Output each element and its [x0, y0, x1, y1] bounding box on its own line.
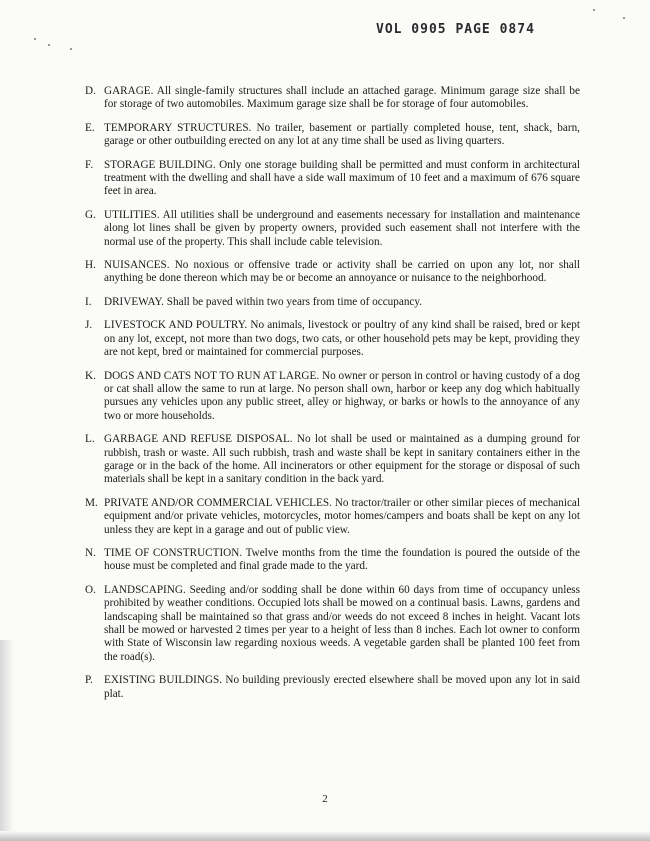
section-title: GARBAGE AND REFUSE DISPOSAL. [104, 433, 293, 446]
section-title: EXISTING BUILDINGS. [104, 674, 223, 687]
section-title: LIVESTOCK AND POULTRY. [104, 319, 248, 332]
section-i-driveway [85, 296, 580, 309]
section-body: No trailer, basement or partially completed house, tent, shack, barn, garage or other outbuilding erected on any lot at any time shall be used as living quarters. [104, 121, 580, 148]
section-body: No owner or person in control or having custody of a dog or cat shall allow the same to run at large. No person shall own, harbor or keep any dog which habitually pursues any vehicles upon any public street, alley or highway, or barks or howls to the annoyance of any two or more households. [104, 369, 580, 422]
section-h-nuisances [85, 259, 580, 286]
section-body: Twelve months from the time the foundation is poured the outside of the house must be completed and final grade made to the yard. [104, 546, 580, 573]
section-g-utilities [85, 209, 580, 249]
section-letter: K. [85, 369, 96, 382]
section-letter: F. [85, 158, 94, 171]
page-number: 2 [322, 793, 328, 805]
section-o-landscaping [85, 584, 580, 664]
section-f-storage-building [85, 159, 580, 199]
section-body: Shall be paved within two years from time of occupancy. [163, 295, 423, 308]
scan-speck [70, 48, 72, 50]
section-e-temporary-structures [85, 122, 580, 149]
section-body: No lot shall be used or maintained as a dumping ground for rubbish, trash or waste. All such rubbish, trash and waste shall be kept in sanitary containers either in the garage or in the back of the home. All incinerators or other equipment for the storage or disposal of such materials shall be kept in a sanitary condition in the back yard. [104, 433, 580, 486]
section-letter: M. [85, 496, 98, 509]
section-title: DRIVEWAY. [104, 295, 164, 308]
section-body: No noxious or offensive trade or activity shall be carried on upon any lot, nor shall anything be done thereon which may be or become an annoyance or nuisance to the neighborhood. [104, 259, 580, 285]
section-body: All utilities shall be underground and easements necessary for installation and maintenance along lot lines shall be given by property owners, provided such easement shall not interfere with the normal use of the property. This shall include cable television. [104, 208, 580, 248]
section-title: NUISANCES. [104, 259, 170, 272]
section-body: All single-family structures shall include an attached garage. Minimum garage size shall be for storage of two automobiles. Maximum garage size shall be for storage of four automobiles. [104, 85, 580, 111]
section-title: TIME OF CONSTRUCTION. [104, 546, 243, 559]
section-title: PRIVATE AND/OR COMMERCIAL VEHICLES. [104, 496, 332, 509]
section-letter: D. [85, 85, 96, 97]
section-j-livestock-and-poultry [85, 319, 580, 359]
section-title: LANDSCAPING. [104, 583, 186, 596]
section-title: GARAGE. [104, 85, 154, 97]
section-title: DOGS AND CATS NOT TO RUN AT LARGE. [104, 369, 320, 382]
stamp-volume: VOL 0905 [376, 22, 447, 37]
section-body: Seeding and/or sodding shall be done within 60 days from time of occupancy unless prohibited by weather conditions. Occupied lots shall be mowed on a continual basis. Lawns, gardens and landscaping shall be maintained so that grass and/or weeds do not exceed 8 inches in height. Vacant lots shall be mowed or harvested 2 times per year to a height of less than 8 inches. Each lot owner to conform with State of Wisconsin law regarding noxious weeds. A vegetable garden shall be planted 100 feet from the road(s). [104, 583, 580, 663]
section-title: UTILITIES. [104, 208, 160, 221]
scan-bottom-shadow [0, 831, 650, 841]
section-m-vehicles [85, 497, 580, 537]
section-letter: H. [85, 259, 96, 272]
section-n-time-of-construction [85, 547, 580, 574]
section-body: No building previously erected elsewhere shall be moved upon any lot in said plat. [104, 674, 580, 700]
section-letter: O. [85, 583, 96, 596]
section-body: No animals, livestock or poultry of any kind shall be raised, bred or kept on any lot, except, not more than two dogs, two cats, or other household pets may be kept, providing they are not kept, bred or maintained for commercial purposes. [104, 319, 580, 359]
section-body: Only one storage building shall be permitted and must conform in architectural treatment with the dwelling and shall have a side wall maximum of 10 feet and a maximum of 676 square feet in area. [104, 158, 580, 198]
section-letter: I. [85, 295, 92, 308]
volume-page-stamp [376, 22, 535, 37]
section-d-garage [85, 85, 580, 112]
section-title: STORAGE BUILDING. [104, 158, 216, 171]
covenant-sections [85, 85, 580, 711]
section-letter: E. [85, 121, 95, 134]
scan-edge-shadow [0, 640, 14, 841]
section-body: No tractor/trailer or other similar pieces of mechanical equipment and/or private vehicles, motorcycles, motor homes/campers and boats shall be kept on any lot unless they are kept in a garage and out of public view. [104, 496, 580, 536]
scan-speck [34, 38, 36, 40]
section-letter: G. [85, 208, 96, 221]
section-p-existing-buildings [85, 674, 580, 701]
scan-speck [48, 44, 50, 46]
section-title: TEMPORARY STRUCTURES. [104, 121, 252, 134]
section-k-dogs-and-cats [85, 370, 580, 424]
scan-speck [593, 9, 595, 11]
section-letter: J. [85, 319, 93, 332]
section-letter: P. [85, 674, 93, 687]
section-l-garbage-disposal [85, 433, 580, 487]
section-letter: N. [85, 546, 96, 559]
section-letter: L. [85, 433, 95, 446]
stamp-page: PAGE 0874 [455, 22, 535, 37]
scan-speck [623, 17, 625, 19]
